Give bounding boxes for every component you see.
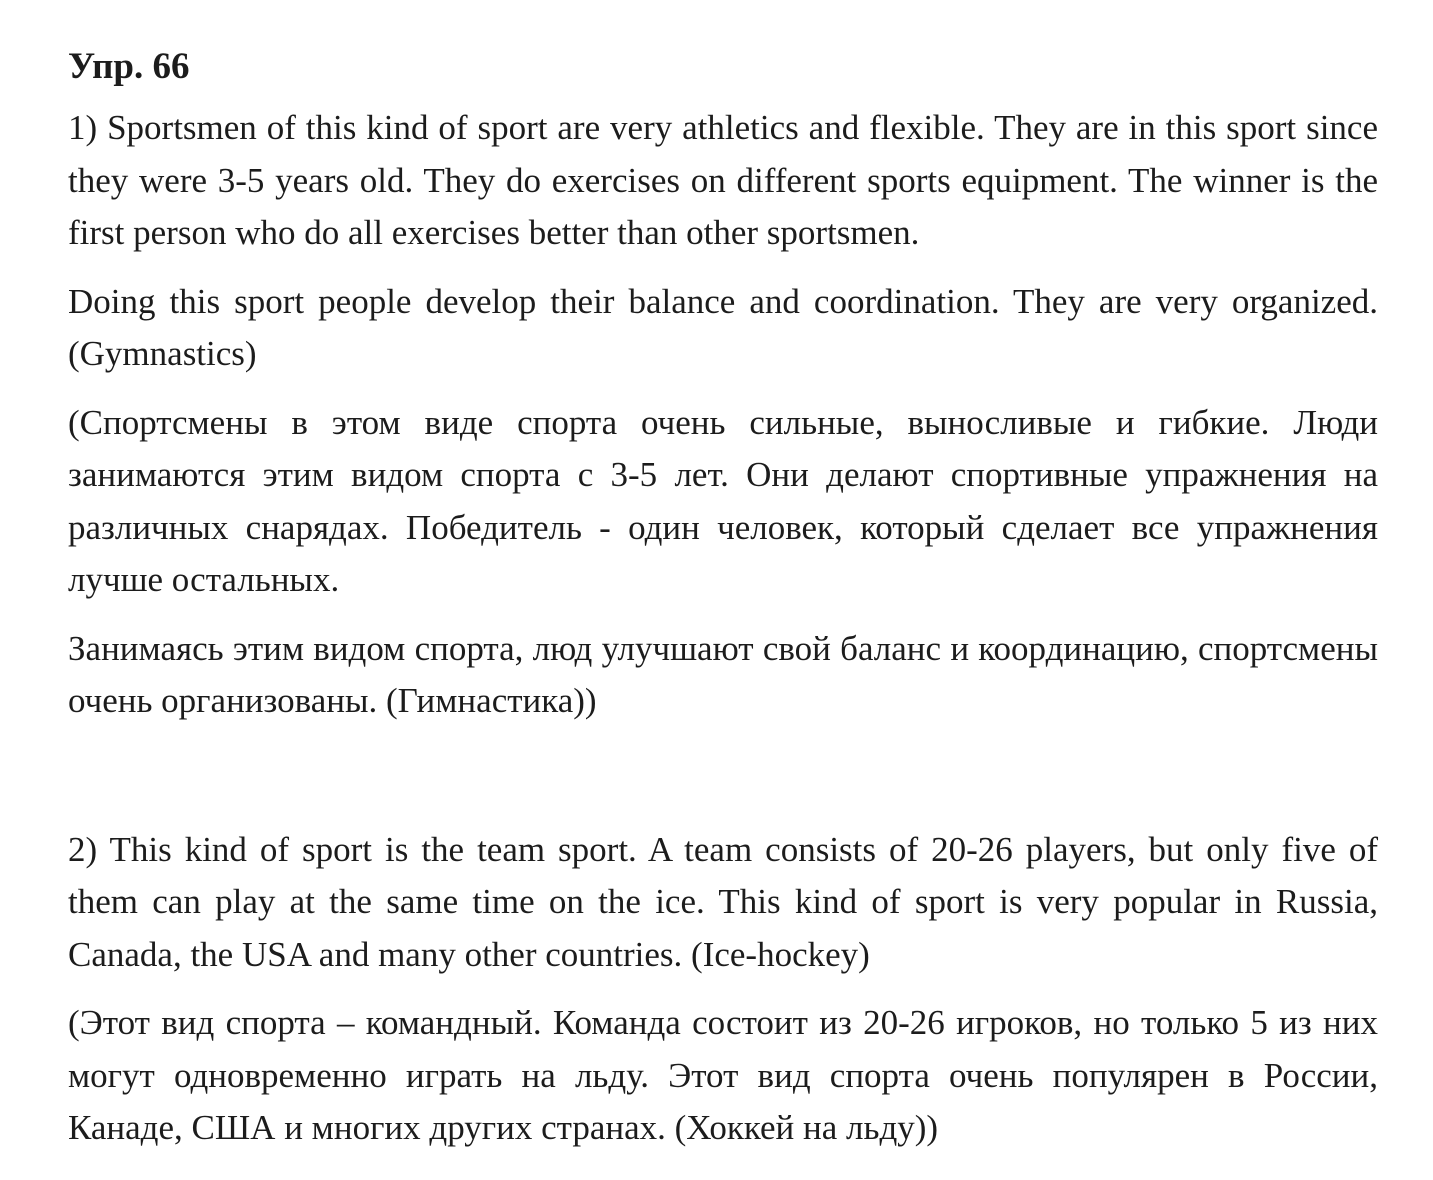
paragraph-3-ru: (Этот вид спорта – командный. Команда состоит из 20-26 игроков, но только 5 из них могут одновременно играть на льду. Этот вид спорта очень популярен в России, Канаде, США и многих других странах. (Хоккей на льду)) [68,1003,1378,1147]
section-spacer [68,744,1378,824]
paragraph-3-en: 2) This kind of sport is the team sport. A team consists of 20-26 players, but only five of them can play at the same time on the ice. This kind of sport is very popular in Russia, Canada, the USA and many other countries. (Ice-hockey) [68,829,1378,974]
paragraph-1-en: 1) Sportsmen of this kind of sport are very athletics and flexible. They are in this sport since they were 3-5 years old. They do exercises on different sports equipment. The winner is the first person who do all exercises better than other sportsmen. [68,108,1378,252]
section-1 [68,102,1378,728]
paragraph-1-ru: (Спортсмены в этом виде спорта очень сильные, выносливые и гибкие. Люди занимаются этим видом спорта с 3-5 лет. Они делают спортивные упражнения на различных снарядах. Победитель - один человек, который сделает все упражнения лучше остальных. [68,402,1378,599]
paragraph-2-ru: Занимаясь этим видом спорта, люд улучшают свой баланс и координацию, спортсмены очень организованы. (Гимнастика)) [68,628,1378,720]
paragraph-2-en: Doing this sport people develop their balance and coordination. They are very organized. (Gymnastics) [68,281,1378,373]
exercise-title: Упр. 66 [68,46,190,87]
section-2 [68,824,1378,1155]
